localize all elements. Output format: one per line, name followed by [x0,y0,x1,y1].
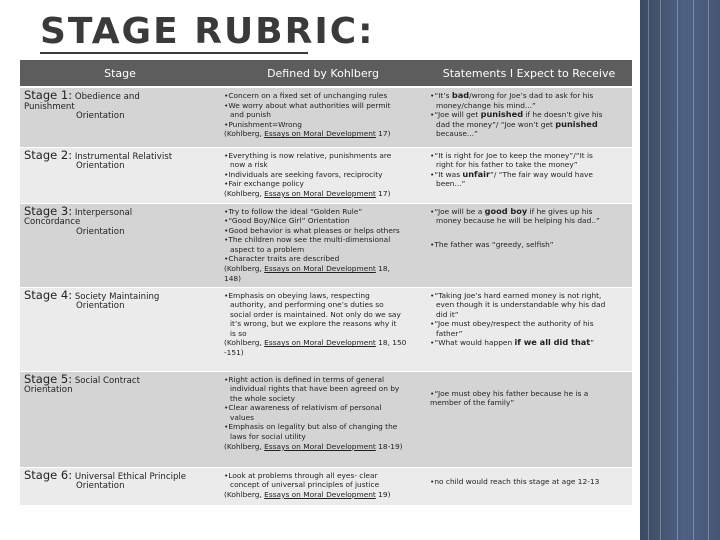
statement-line [430,240,628,250]
header-defined: Defined by Kohlberg [220,60,426,87]
definition-line: •We worry about what authorities will permit [224,100,391,110]
stage-number: Stage 4: [24,287,73,302]
sidebar-stripe [693,0,694,540]
definition-cell [220,87,426,147]
statement-text: money/change his mind...” [436,100,536,110]
citation-author: (Kohlberg, [224,441,265,451]
stage-cell [20,147,220,203]
definition-line: •“Good Boy/Nice Girl” Orientation [224,216,350,226]
definition-line: •Individuals are seeking favors, reciprocity [224,169,383,179]
statement-emphasis: punished [480,109,524,120]
citation-author: (Kohlberg, [224,264,265,274]
statement-emphasis: bad [451,90,470,100]
table-row [20,87,632,147]
citation-author: (Kohlberg, [224,188,265,198]
definition-line: authority, and performing one’s duties so [230,300,384,310]
definition-line: •Right action is defined in terms of general [224,374,385,384]
stage-orientation: Orientation [76,111,125,122]
citation [224,442,422,452]
statement-text: •“Joe must obey his father because he is a [430,388,589,398]
table-row [20,287,632,371]
statement-emphasis: good boy [484,205,528,216]
statement-text-continued: if he gives up his [527,206,593,216]
citation-book-title: Essays on Moral Development [264,129,376,139]
definition-line: •Concern on a fixed set of unchanging rules [224,91,388,100]
sidebar-stripe [677,0,678,540]
stage-name: Instrumental Relativist [74,151,173,162]
stage-number: Stage 3: [24,203,73,218]
stage-cell [20,87,220,147]
statement-text: •“It’s [430,91,452,100]
definition-line: laws for social utility [230,432,306,442]
statements-cell [426,287,632,371]
table-body [20,87,632,505]
statement-line [430,170,628,180]
citation [224,490,422,500]
citation-book-title: Essays on Moral Development [264,338,376,348]
citation-pages: 18-19) [375,441,403,451]
stage-orientation: Orientation [76,481,125,492]
definition-line: •Emphasis on obeying laws, respecting [224,290,370,300]
citation-author: (Kohlberg, [224,338,265,348]
statement-line [430,477,628,487]
stage-number: Stage 1: [24,88,73,102]
stage-name-continued: Orientation [24,385,73,396]
statement-line [430,179,628,189]
statement-line [430,338,628,348]
stage-orientation: Orientation [76,226,125,237]
statement-line [430,216,628,226]
definition-line: •Try to follow the ideal “Golden Rule” [224,206,363,216]
statement-line [430,398,628,408]
statement-line [430,291,628,301]
citation-pages: 17) [375,188,391,198]
statement-text: •“Joe will be a [430,206,485,216]
citation-book-title: Essays on Moral Development [264,264,376,274]
statement-line [430,101,628,111]
stage-name: Interpersonal [74,207,133,218]
statement-text: •“Joe must obey/respect the authority of his [430,319,594,329]
statement-text: father” [436,328,463,338]
definition-line: •The children now see the multi-dimensional [224,235,391,245]
statement-line [430,110,628,120]
statement-text: because...” [436,129,478,139]
definition-cell [220,147,426,203]
statement-line [430,389,628,399]
statement-text: right for his father to take the money” [436,160,578,170]
statement-line [430,151,628,161]
table-row [20,203,632,287]
definition-line: is so [230,328,247,338]
stage-name: Universal Ethical Principle [74,471,187,482]
citation-book-title: Essays on Moral Development [264,441,376,451]
citation [224,264,422,274]
header-statements: Statements I Expect to Receive [426,60,632,87]
citation-author: (Kohlberg, [224,129,265,139]
table-row [20,371,632,467]
definition-line: •Emphasis on legality but also of changing the [224,422,398,432]
citation-pages: 19) [375,489,391,499]
definition-cell [220,203,426,287]
statement-text: been...” [436,179,466,189]
statement-text: •“Joe will get [430,110,481,120]
statement-line [430,160,628,170]
statement-text-continued: ”/ “The fair way would have [489,169,593,179]
table-header-row [20,60,632,87]
statement-text: dad the money”/ “Joe won’t get [436,119,556,129]
citation-pages-continued: -151) [224,348,244,358]
citation [224,189,422,199]
stage-rubric-table [20,60,632,506]
sidebar-stripe [708,0,709,540]
stage-orientation: Orientation [76,301,125,312]
stage-name: Obedience and [74,92,140,102]
definition-line: the whole society [230,393,295,403]
header-stage: Stage [20,60,220,87]
definition-line: •Punishment=Wrong [224,119,302,129]
statement-text-continued: /wrong for Joe’s dad to ask for his [469,91,594,100]
sidebar-stripe [660,0,661,540]
statement-line [430,91,628,101]
definition-line: now a risk [230,160,268,170]
definition-line: individual rights that have been agreed on by [230,384,400,394]
definition-line: it’s wrong, but we explore the reasons why it [230,319,397,329]
statement-text: even though it is understandable why his dad [436,300,606,310]
stage-cell [20,203,220,287]
statement-emphasis: unfair [462,168,490,179]
statement-line [430,310,628,320]
statement-text-continued: ” [590,338,595,348]
statement-text-continued: if he doesn’t give his [523,110,603,120]
decorative-sidebar [640,0,720,540]
definition-cell [220,371,426,467]
stage-name: Social Contract [74,375,140,386]
statement-text: member of the family” [430,398,515,408]
statement-text: money because he will be helping his dad..” [436,216,600,226]
stage-number: Stage 2: [24,147,73,162]
page-title: STAGE RUBRIC: [40,11,375,52]
statement-text: did it” [436,309,459,319]
definition-line: •Character traits are described [224,254,340,264]
statement-line [430,129,628,139]
statement-emphasis: punished [555,118,598,129]
stage-name-continued: Concordance [24,217,81,228]
statement-line [430,120,628,130]
table-row [20,147,632,203]
statement-line [430,319,628,329]
citation-book-title: Essays on Moral Development [264,489,376,499]
table-row [20,467,632,505]
statement-emphasis: if we all did that [514,337,591,348]
stage-name-continued: Punishment [24,101,75,112]
definition-cell [220,467,426,505]
definition-line: aspect to a problem [230,244,305,254]
title-underline [40,52,308,54]
statement-text: •“It is right for Joe to keep the money”/“It is [430,150,593,160]
stage-cell [20,371,220,467]
sidebar-stripe [648,0,649,540]
definition-line: •Clear awareness of relativism of personal [224,403,382,413]
statements-cell [426,467,632,505]
stage-name: Society Maintaining [74,291,160,302]
citation-book-title: Essays on Moral Development [264,188,376,198]
statements-cell [426,203,632,287]
citation-pages: 17) [375,129,391,139]
citation [224,129,422,139]
statement-text: •“Taking Joe’s hard earned money is not right, [430,290,602,300]
statement-line [430,300,628,310]
stage-orientation: Orientation [76,161,125,172]
definition-cell [220,287,426,371]
definition-line: and punish [230,110,271,120]
definition-line: •Look at problems through all eyes- clear [224,470,378,480]
definition-line: •Everything is now relative, punishments are [224,150,392,160]
citation-pages: 18, 150 [375,338,407,348]
stage-cell [20,467,220,505]
definition-line: values [230,412,255,422]
citation [224,338,422,348]
definition-line: social order is maintained. Not only do we say [230,309,401,319]
stage-cell [20,287,220,371]
statements-cell [426,147,632,203]
definition-line: concept of universal principles of justice [230,480,380,490]
statement-line [430,207,628,217]
citation-pages-continued: 148) [224,273,241,283]
citation-author: (Kohlberg, [224,489,265,499]
statement-text: •The father was “greedy, selfish” [430,239,554,249]
stage-number: Stage 5: [24,371,73,386]
statement-text: •no child would reach this stage at age 12-13 [430,476,600,486]
statement-text: •“It was [430,169,463,179]
stage-title-line [24,88,216,103]
stage-number: Stage 6: [24,467,73,482]
statements-cell [426,87,632,147]
statement-text: •“What would happen [430,338,515,348]
statements-cell [426,371,632,467]
definition-line: •Fair exchange policy [224,179,304,189]
definition-line: •Good behavior is what pleases or helps others [224,225,400,235]
citation-pages: 18, [375,264,390,274]
